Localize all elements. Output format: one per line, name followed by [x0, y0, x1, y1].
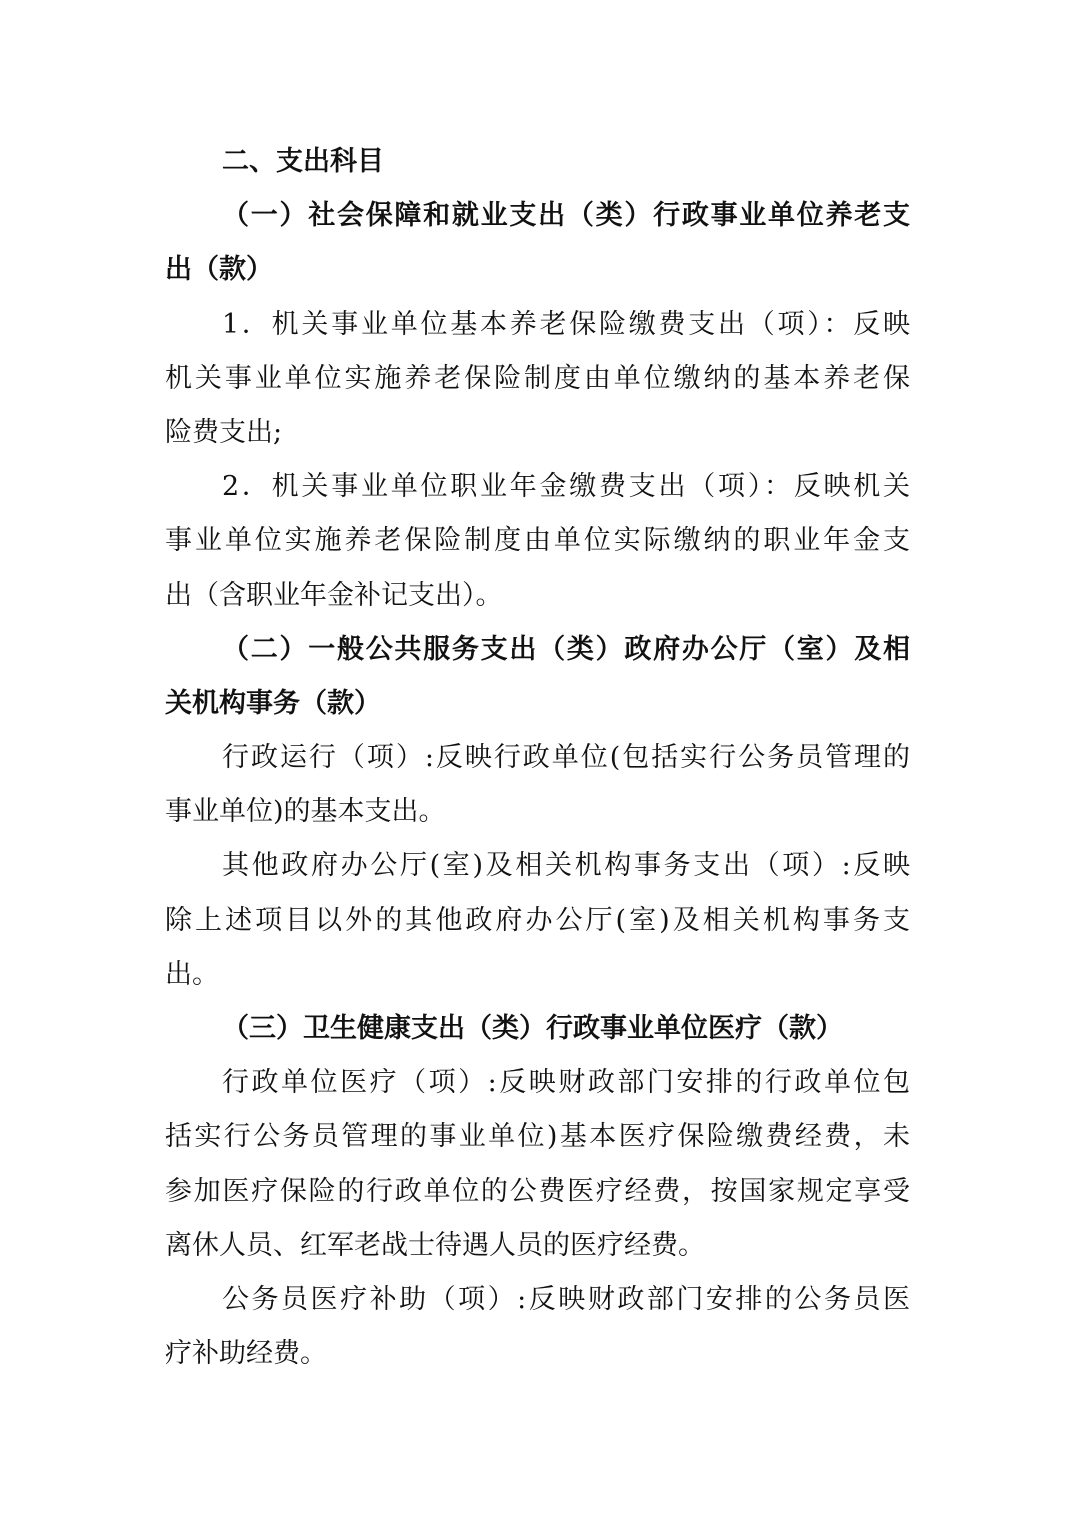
text-line: 出。 — [165, 958, 219, 990]
text-line: 事业单位)的基本支出。 — [165, 796, 446, 828]
text-line: 1．机关事业单位基本养老保险缴费支出（项）：反映 — [222, 308, 910, 340]
text-line: 参加医疗保险的行政单位的公费医疗经费，按国家规定享受 — [165, 1175, 910, 1207]
paragraph — [165, 460, 910, 623]
text-line: 出（含职业年金补记支出）。 — [165, 579, 503, 611]
text-line: 公务员医疗补助（项）:反映财政部门安排的公务员医 — [222, 1283, 910, 1315]
section-heading — [165, 135, 910, 189]
text-line: 二、支出科目 — [222, 146, 384, 177]
paragraph — [165, 298, 910, 461]
text-line: （三）卫生健康支出（类）行政事业单位医疗（款） — [222, 1013, 843, 1044]
text-line: 括实行公务员管理的事业单位)基本医疗保险缴费经费，未 — [165, 1121, 910, 1153]
text-line: 离休人员、红军老战士待遇人员的医疗经费。 — [165, 1229, 705, 1261]
text-line: 其他政府办公厅(室)及相关机构事务支出（项）:反映 — [222, 850, 910, 882]
text-line: （一）社会保障和就业支出（类）行政事业单位养老支 — [222, 200, 910, 232]
text-line: 2．机关事业单位职业年金缴费支出（项）：反映机关 — [222, 471, 910, 503]
text-line: 险费支出; — [165, 416, 283, 448]
document-body — [165, 135, 910, 1381]
text-line: 行政单位医疗（项）:反映财政部门安排的行政单位包 — [222, 1067, 910, 1099]
section-heading — [165, 623, 910, 731]
section-heading — [165, 1002, 910, 1056]
section-heading — [165, 189, 910, 297]
text-line: （二）一般公共服务支出（类）政府办公厅（室）及相 — [222, 633, 910, 665]
text-line: 出（款） — [165, 254, 273, 286]
text-line: 除上述项目以外的其他政府办公厅(室)及相关机构事务支 — [165, 904, 910, 936]
text-line: 疗补助经费。 — [165, 1338, 327, 1370]
paragraph — [165, 1273, 910, 1381]
paragraph — [165, 839, 910, 1002]
paragraph — [165, 731, 910, 839]
text-line: 事业单位实施养老保险制度由单位实际缴纳的职业年金支 — [165, 525, 910, 557]
text-line: 行政运行（项）:反映行政单位(包括实行公务员管理的 — [222, 742, 910, 774]
paragraph — [165, 1056, 910, 1273]
text-line: 关机构事务（款） — [165, 687, 381, 719]
text-line: 机关事业单位实施养老保险制度由单位缴纳的基本养老保 — [165, 362, 910, 394]
